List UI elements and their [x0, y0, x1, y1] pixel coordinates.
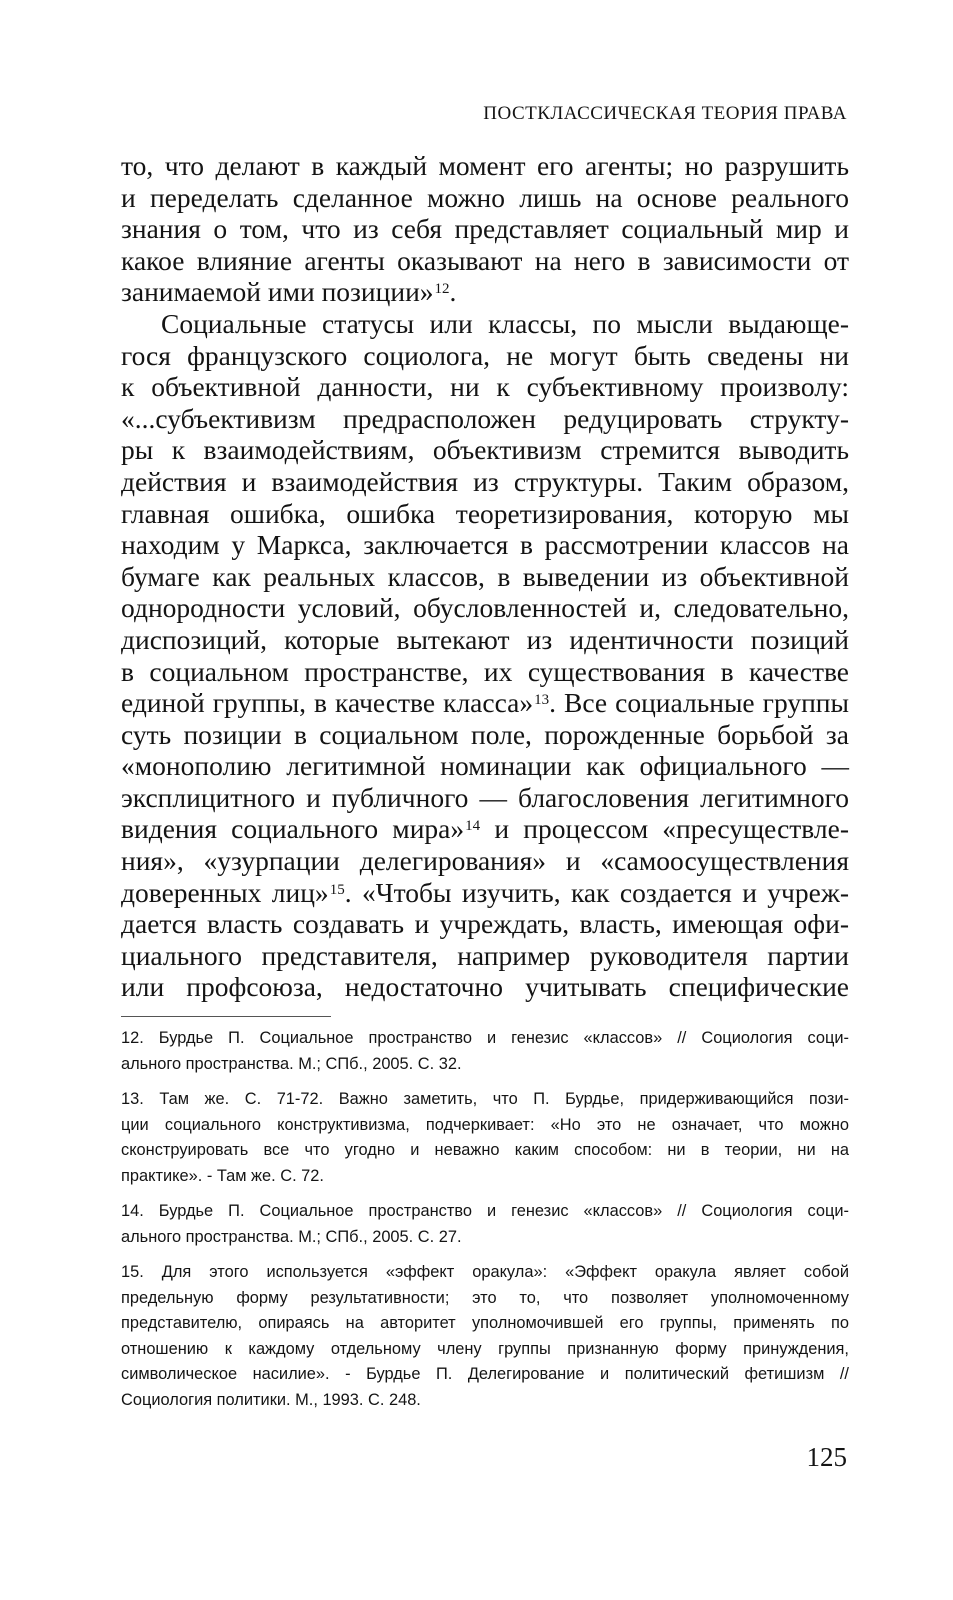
footnote-line: символическое насилие». - Бурдье П. Делегирование и политический фетишизм // — [121, 1365, 849, 1383]
text-segment: видения социального мира» — [121, 813, 465, 845]
text-segment: и процессом «пресуществле- — [480, 813, 849, 845]
footnote-line: ального пространства. М.; СПб., 2005. С. 32. — [121, 1054, 462, 1073]
footnote-line: сконструировать все что угодно и неважно каким способом: ни в теории, ни на — [121, 1141, 849, 1159]
text-line — [121, 813, 849, 845]
main-text — [121, 150, 849, 1003]
text-line: в социальном пространстве, их существования в качестве — [121, 655, 849, 687]
text-line: то, что делают в каждый момент его агенты; но разрушить — [121, 150, 849, 181]
footnote-ref-13: 13 — [534, 692, 550, 709]
text-line — [121, 276, 849, 308]
footnote-line: Социология политики. М., 1993. С. 248. — [121, 1390, 421, 1409]
text-line: циального представителя, например руководителя партии — [121, 939, 849, 971]
footnote-line: предельную форму результативности; это то, что позволяет уполномоченному — [121, 1288, 849, 1307]
footnote-divider — [121, 1016, 331, 1017]
text-line: дается власть создавать и учреждать, власть, имеющая офи- — [121, 908, 849, 940]
text-line — [121, 687, 849, 719]
footnote-line: представителю, опираясь на авторитет уполномочившей его группы, применять по — [121, 1314, 849, 1332]
footnote-ref-14: 14 — [465, 818, 481, 835]
footnote-line: 12. Бурдье П. Социальное пространство и генезис «классов» // Социология соци- — [121, 1029, 849, 1047]
text-segment: единой группы, в качестве класса» — [121, 687, 534, 719]
text-segment: доверенных лиц» — [121, 876, 329, 908]
footnotes — [121, 1026, 849, 1423]
footnote-15 — [121, 1260, 849, 1413]
text-line: к объективной данности, ни к субъективному произволу: — [121, 371, 849, 403]
footnote-14 — [121, 1199, 849, 1250]
text-line: какое влияние агенты оказывают на него в зависимости от — [121, 244, 849, 276]
text-line: находим у Маркса, заключается в рассмотрении классов на — [121, 529, 849, 561]
footnote-line: 14. Бурдье П. Социальное пространство и генезис «классов» // Социология соци- — [121, 1202, 849, 1220]
footnote-13 — [121, 1087, 849, 1189]
text-line: суть позиции в социальном поле, порожденные борьбой за — [121, 718, 849, 750]
text-line: диспозиций, которые вытекают из идентичности позиций — [121, 623, 849, 655]
text-line: эксплицитного и публичного — благословения легитимного — [121, 781, 849, 813]
text-line: гося французского социолога, не могут быть сведены ни — [121, 339, 849, 371]
footnote-line: 13. Там же. С. 71-72. Важно заметить, что П. Бурдье, придерживающийся пози- — [121, 1090, 849, 1108]
text-line: Социальные статусы или классы, по мысли выдающе- — [161, 307, 849, 339]
footnote-line: практике». - Там же. С. 72. — [121, 1166, 324, 1185]
text-segment: . — [449, 276, 457, 308]
text-line: главная ошибка, ошибка теоретизирования, которую мы — [121, 497, 849, 529]
running-head: ПОСТКЛАССИЧЕСКАЯ ТЕОРИЯ ПРАВА — [483, 103, 847, 124]
text-line: знания о том, что из себя представляет социальный мир и — [121, 213, 849, 245]
text-line: однородности условий, обусловленностей и, следовательно, — [121, 592, 849, 624]
page-number: 125 — [806, 1442, 847, 1472]
footnote-12 — [121, 1026, 849, 1077]
text-segment: . Все социальные группы — [549, 687, 849, 719]
text-segment: . «Чтобы изучить, как создается и учреж- — [344, 876, 849, 908]
text-line: «...субъективизм предрасположен редуцировать структу- — [121, 402, 849, 434]
footnote-line: 15. Для этого используется «эффект оракула»: «Эффект оракула являет собой — [121, 1263, 849, 1281]
text-line: «монополию легитимной номинации как официального — — [121, 750, 849, 782]
text-line: и переделать сделанное можно лишь на основе реального — [121, 181, 849, 213]
text-line — [121, 877, 849, 909]
footnote-ref-15: 15 — [329, 881, 345, 898]
footnote-line: отношению к каждому отдельному члену группы признанную форму принуждения, — [121, 1339, 849, 1358]
text-line: ния», «узурпации делегирования» и «самоосуществления — [121, 845, 849, 877]
text-line: бумаге как реальных классов, в выведении из объективной — [121, 560, 849, 592]
footnote-line: ального пространства. М.; СПб., 2005. С. 27. — [121, 1227, 462, 1246]
footnote-ref-12: 12 — [434, 281, 450, 298]
text-segment: занимаемой ими позиции» — [121, 276, 434, 308]
text-line: или профсоюза, недостаточно учитывать специфические — [121, 971, 849, 1003]
footnote-line: ции социального конструктивизма, подчеркивает: «Но это не означает, что можно — [121, 1115, 849, 1134]
text-line: действия и взаимодействия из структуры. Таким образом, — [121, 465, 849, 497]
text-line: ры к взаимодействиям, объективизм стремится выводить — [121, 434, 849, 466]
